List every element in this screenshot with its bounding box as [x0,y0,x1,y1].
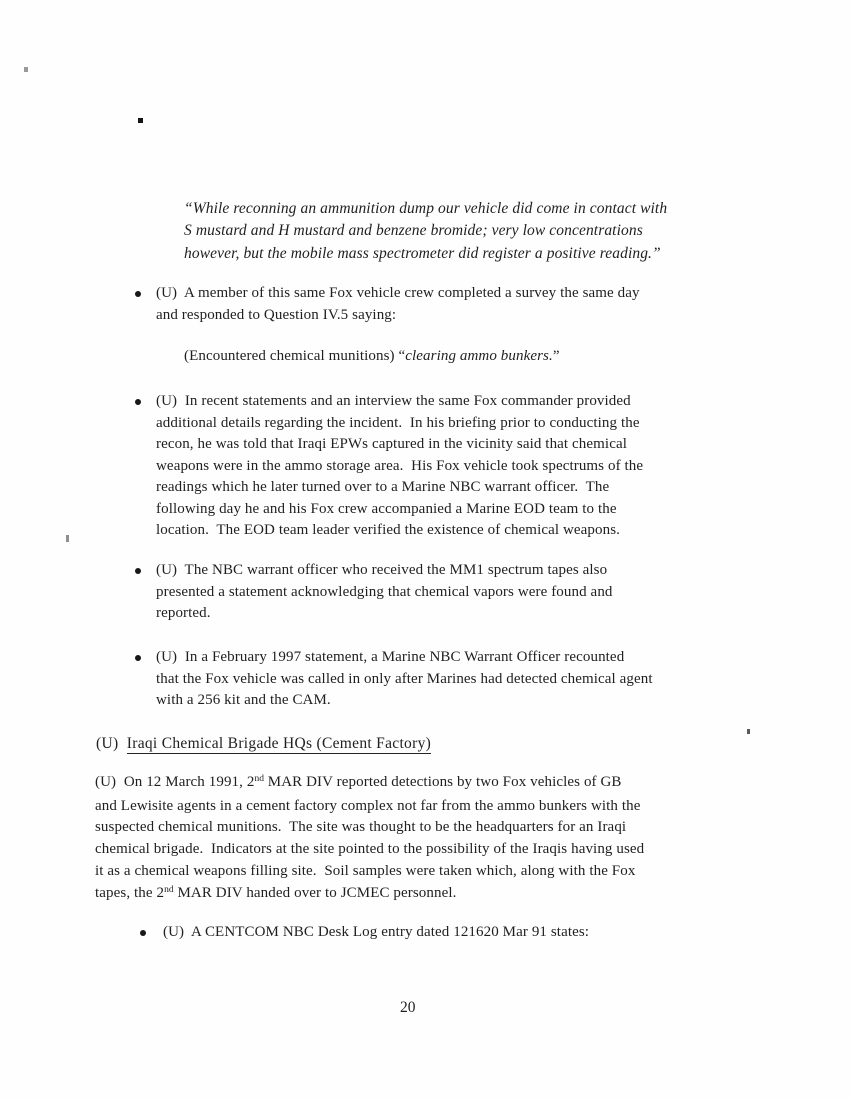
bullet-icon [135,399,141,405]
text-line: S mustard and H mustard and benzene bromide; very low concentrations [184,222,643,240]
section-heading [96,733,431,755]
encountered-munitions-line [184,346,560,368]
text-line: weapons were in the ammo storage area. His Fox vehicle took spectrums of the [156,457,644,474]
text-line: presented a statement acknowledging that chemical vapors were found and [156,583,613,600]
text-line: additional details regarding the incident. In his briefing prior to conducting the [156,414,640,431]
scan-artifact [747,729,750,734]
bullet-icon [135,291,141,297]
text-line: “While reconning an ammunition dump our vehicle did come in contact with [184,200,668,217]
text-line: and Lewisite agents in a cement factory complex not far from the ammo bunkers with the [95,797,641,814]
bullet-icon [140,930,146,936]
body-paragraph [95,772,644,906]
bullet-item-nbc-warrant-officer [156,560,613,625]
text-line: (U) On 12 March 1991, 2nd MAR DIV reported detections by two Fox vehicles of GB [95,774,622,790]
text-line: following day he and his Fox crew accompanied a Marine EOD team to the [156,500,617,517]
text-line: (U) In recent statements and an interview the same Fox commander provided [156,393,631,409]
text-line: tapes, the 2nd MAR DIV handed over to JCMEC personnel. [95,884,457,901]
text-line: it as a chemical weapons filling site. Soil samples were taken which, along with the Fox [95,862,636,879]
scan-artifact [66,535,69,542]
bullet-item-february-1997-statement [156,647,653,712]
text-line: (Encountered chemical munitions) “clearing ammo bunkers.” [184,348,560,364]
text-line: however, but the mobile mass spectrometer did register a positive reading.” [184,244,661,262]
bullet-icon [135,568,141,574]
text-line: (U) A CENTCOM NBC Desk Log entry dated 121620 Mar 91 states: [163,924,590,940]
text-line: that the Fox vehicle was called in only after Marines had detected chemical agent [156,670,653,687]
bullet-item-fox-commander-statements [156,391,643,542]
text-line: with a 256 kit and the CAM. [156,692,331,708]
text-line: (U) Iraqi Chemical Brigade HQs (Cement Factory) [96,735,432,752]
text-line: location. The EOD team leader verified the existence of chemical weapons. [156,522,621,538]
text-line: and responded to Question IV.5 saying: [156,306,397,323]
bullet-icon [135,655,141,661]
bullet-item-centcom-desk-log [163,922,589,944]
scan-artifact [138,118,143,123]
page-number: 20 [400,999,416,1016]
scan-artifact [24,67,28,72]
text-line: readings which he later turned over to a Marine NBC warrant officer. The [156,479,610,495]
block-quote [184,198,667,265]
text-line: chemical brigade. Indicators at the site pointed to the possibility of the Iraqis having used [95,841,645,858]
text-line: recon, he was told that Iraqi EPWs captured in the vicinity said that chemical [156,436,627,452]
bullet-item-fox-crew-survey [156,283,640,326]
text-line: (U) In a February 1997 statement, a Marine NBC Warrant Officer recounted [156,649,625,665]
text-line: suspected chemical munitions. The site was thought to be the headquarters for an Iraqi [95,819,627,836]
text-line: reported. [156,605,211,621]
text-line: (U) The NBC warrant officer who received the MM1 spectrum tapes also [156,562,608,578]
text-line: (U) A member of this same Fox vehicle crew completed a survey the same day [156,285,640,301]
